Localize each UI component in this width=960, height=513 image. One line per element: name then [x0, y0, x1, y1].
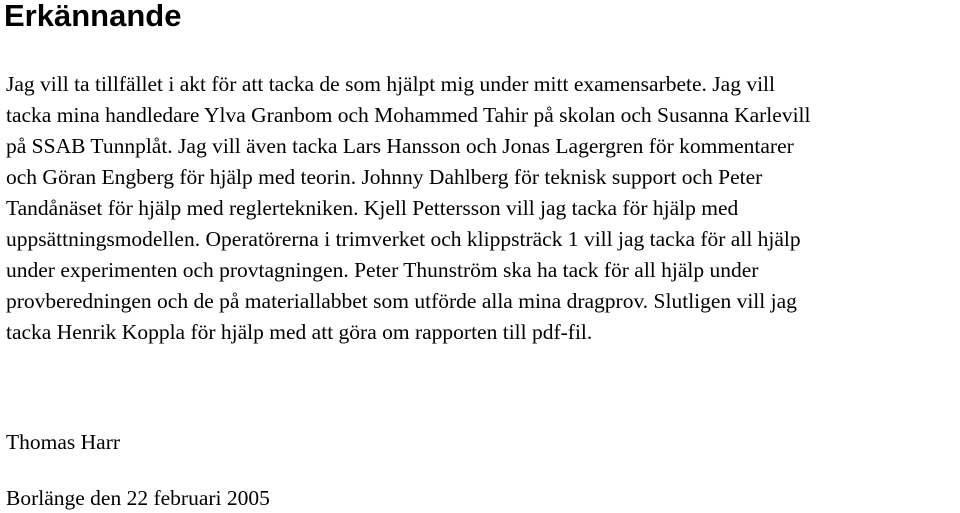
author-name: Thomas Harr	[6, 430, 121, 454]
paragraph-line: provberedningen och de på materiallabbet som utförde alla mina dragprov. Slutligen vill jag	[6, 289, 797, 313]
paragraph-line: och Göran Engberg för hjälp med teorin. Johnny Dahlberg för teknisk support och Peter	[6, 165, 763, 189]
acknowledgement-paragraph	[6, 69, 960, 348]
paragraph-line: Tandånäset för hjälp med reglertekniken. Kjell Pettersson vill jag tacka för hjälp med	[6, 196, 739, 220]
paragraph-line: uppsättningsmodellen. Operatörerna i trimverket och klippsträck 1 vill jag tacka för all hjälp	[6, 227, 801, 251]
paragraph-line: på SSAB Tunnplåt. Jag vill även tacka Lars Hansson och Jonas Lagergren för kommentarer	[6, 134, 794, 158]
paragraph-line: tacka Henrik Koppla för hjälp med att göra om rapporten till pdf-fil.	[6, 320, 593, 344]
paragraph-line: Jag vill ta tillfället i akt för att tacka de som hjälpt mig under mitt examensarbete. Jag vill	[6, 72, 776, 96]
page-title: Erkännande	[4, 0, 182, 33]
place-and-date: Borlänge den 22 februari 2005	[6, 486, 270, 510]
paragraph-line: under experimenten och provtagningen. Peter Thunström ska ha tack för all hjälp under	[6, 258, 759, 282]
paragraph-line: tacka mina handledare Ylva Granbom och Mohammed Tahir på skolan och Susanna Karlevill	[6, 103, 811, 127]
